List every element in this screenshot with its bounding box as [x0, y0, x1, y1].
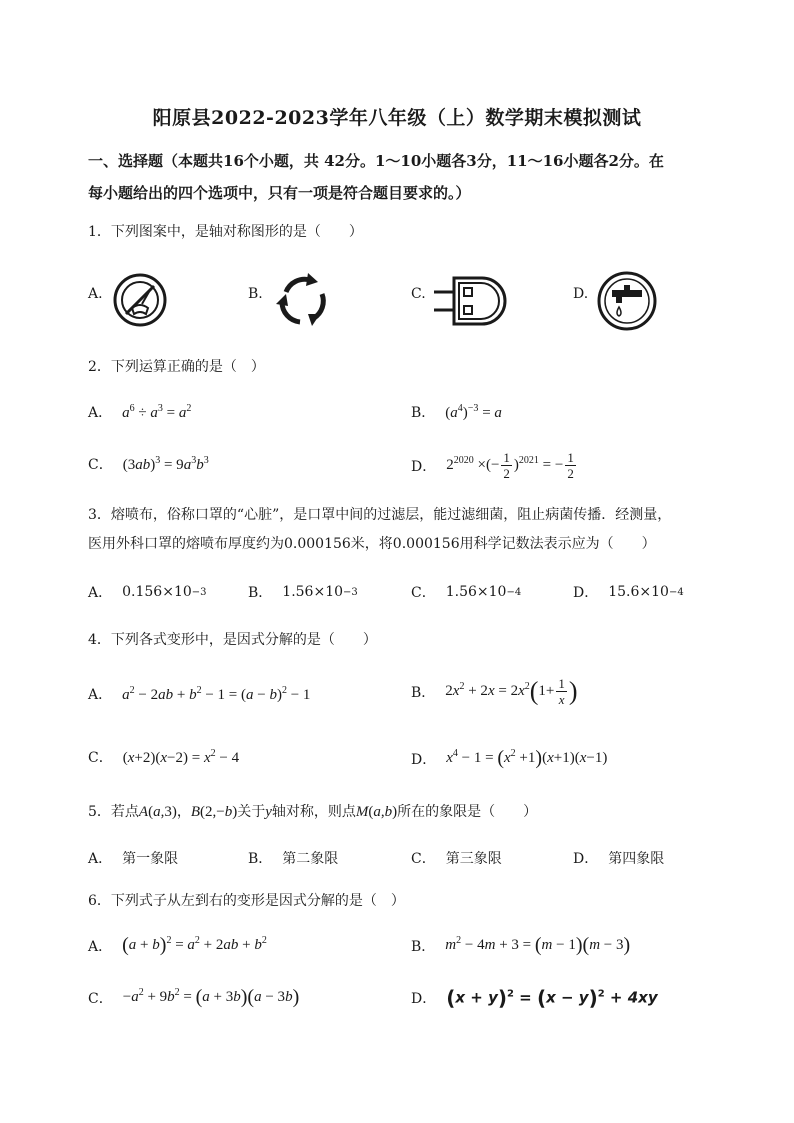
q2-option-c-expr: $(3ab)^3 = 9a^3b^3$	[122, 454, 209, 473]
question-5-options	[0, 848, 794, 874]
q4-option-a: A． $a^2 - 2ab + b^2 - 1 = (a - b)^2 - 1$	[88, 684, 311, 703]
q3-option-a: A． 0.156 ×10 −3	[88, 584, 207, 601]
question-6-options-row1	[0, 934, 794, 964]
q6-option-d: D． $(x + y)^2 = (x - y)^2 + 4xy$	[411, 986, 658, 1010]
question-1-options	[0, 270, 794, 332]
q5-option-b: B． 第二象限	[248, 851, 339, 867]
question-4-options-row1	[0, 676, 794, 722]
q2-option-b: B． $(a^4)^{-3} = a$	[411, 402, 502, 421]
q2-option-a-expr: $a^6 \div a^3 = a^2$	[122, 402, 192, 421]
exam-title: 阳原县2022-2023学年八年级（上）数学期末模拟测试	[152, 107, 642, 129]
q6-option-d-expr: $(x + y)^2 = (x - y)^2 + 4xy$	[446, 986, 658, 1010]
q6-option-c: C． $-a^2 + 9b^2 = (a + 3b)(a - 3b)$	[88, 986, 300, 1008]
q3-option-c: C． 1.56 ×10 −4	[411, 584, 522, 601]
q4-option-b-expr: $2x^2 + 2x = 2x^2(1+$ $\frac{1}{x}$ )	[445, 676, 578, 707]
question-5-text: 5．若点A(a,3)，B(2,−b)关于y轴对称，则点M(a,b)所在的象限是（ ）	[88, 804, 538, 820]
q5-point-b: B(2,−b)	[190, 804, 238, 820]
question-6-options-row2	[0, 986, 794, 1016]
power-plug-icon	[432, 274, 508, 328]
question-3-text	[88, 501, 728, 559]
question-2-options-row2	[0, 450, 794, 486]
no-sweeping-icon	[112, 270, 168, 330]
q4-option-b: B． $2x^2 + 2x = 2x^2(1+$ $\frac{1}{x}$ )	[411, 676, 578, 707]
q4-option-a-expr: $a^2 - 2ab + b^2 - 1 = (a - b)^2 - 1$	[122, 684, 311, 703]
q4-option-c: C． $(x+2)(x-2) = x^2 - 4$	[88, 747, 240, 766]
question-3-line1: 3．熔喷布，俗称口罩的“心脏”，是口罩中间的过滤层，能过滤细菌，阻止病菌传播．经测量，	[88, 507, 672, 523]
q4-option-d: D． $x^4 - 1 = (x^2 +1)(x+1)(x-1)$	[411, 747, 608, 769]
question-4-options-row2	[0, 747, 794, 775]
q6-option-c-expr: $-a^2 + 9b^2 = (a + 3b)(a - 3b)$	[122, 986, 300, 1008]
q6-option-b-expr: $m^2 - 4m + 3 = (m - 1)(m - 3)$	[445, 934, 631, 956]
section-header-line1: 一、选择题（本题共16个小题，共 42分。1～10小题各3分，11～16小题各2分。在	[88, 152, 664, 170]
recycle-arrows-icon	[272, 270, 332, 330]
q1-option-b-label: B.	[248, 286, 263, 302]
q6-option-a-expr: $(a + b)^2 = a^2 + 2ab + b^2$	[122, 934, 267, 956]
q2-option-b-expr: $(a^4)^{-3} = a$	[445, 402, 502, 421]
q5-axis-y: y	[265, 804, 272, 820]
q2-option-c: C． $(3ab)^3 = 9a^3b^3$	[88, 454, 209, 473]
q6-option-a: A． $(a + b)^2 = a^2 + 2ab + b^2$	[88, 934, 267, 956]
q5-option-a: A． 第一象限	[88, 851, 179, 867]
q2-option-a: A． $a^6 \div a^3 = a^2$	[88, 402, 192, 421]
q2-option-d: D． $2^{2020}$ ×(− $\frac{1}{2}$ )$^{2021}$ = − $\frac{1}{2}$	[411, 450, 578, 481]
q5-option-c: C． 第三象限	[411, 851, 502, 867]
q1-option-d-label: D.	[573, 286, 589, 302]
section-header-line2: 每小题给出的四个选项中，只有一项是符合题目要求的。）	[88, 184, 471, 202]
question-1-text: 1．下列图案中，是轴对称图形的是（ ）	[88, 224, 363, 240]
question-2-text: 2．下列运算正确的是（ ）	[88, 359, 265, 375]
q6-option-b: B． $m^2 - 4m + 3 = (m - 1)(m - 3)$	[411, 934, 631, 956]
water-faucet-icon	[596, 270, 658, 332]
q4-option-d-expr: $x^4 - 1 = (x^2 +1)(x+1)(x-1)$	[446, 747, 608, 769]
section-header	[88, 145, 718, 209]
q3-option-d: D． 15.6 ×10 −4	[573, 584, 684, 601]
q4-option-c-expr: $(x+2)(x-2) = x^2 - 4$	[122, 747, 240, 766]
q1-option-c-label: C.	[411, 286, 426, 302]
q5-option-d: D． 第四象限	[573, 851, 665, 867]
question-3-line2: 医用外科口罩的熔喷布厚度约为0.000156米，将0.000156用科学记数法表示应为（ ）	[88, 536, 656, 552]
q1-option-a-label: A.	[88, 286, 103, 302]
q3-option-b: B． 1.56 ×10 −3	[248, 584, 358, 601]
q5-point-m: M(a,b)	[355, 804, 398, 820]
q2-option-d-expr: $2^{2020}$ ×(− $\frac{1}{2}$ )$^{2021}$ = − $\frac{1}{2}$	[446, 450, 574, 481]
question-3-options	[0, 582, 794, 610]
q5-point-a: A(a,3)	[138, 804, 177, 820]
question-2-options-row1	[0, 402, 794, 432]
question-6-text: 6．下列式子从左到右的变形是因式分解的是（ ）	[88, 893, 405, 909]
question-4-text: 4．下列各式变形中，是因式分解的是（ ）	[88, 632, 377, 648]
